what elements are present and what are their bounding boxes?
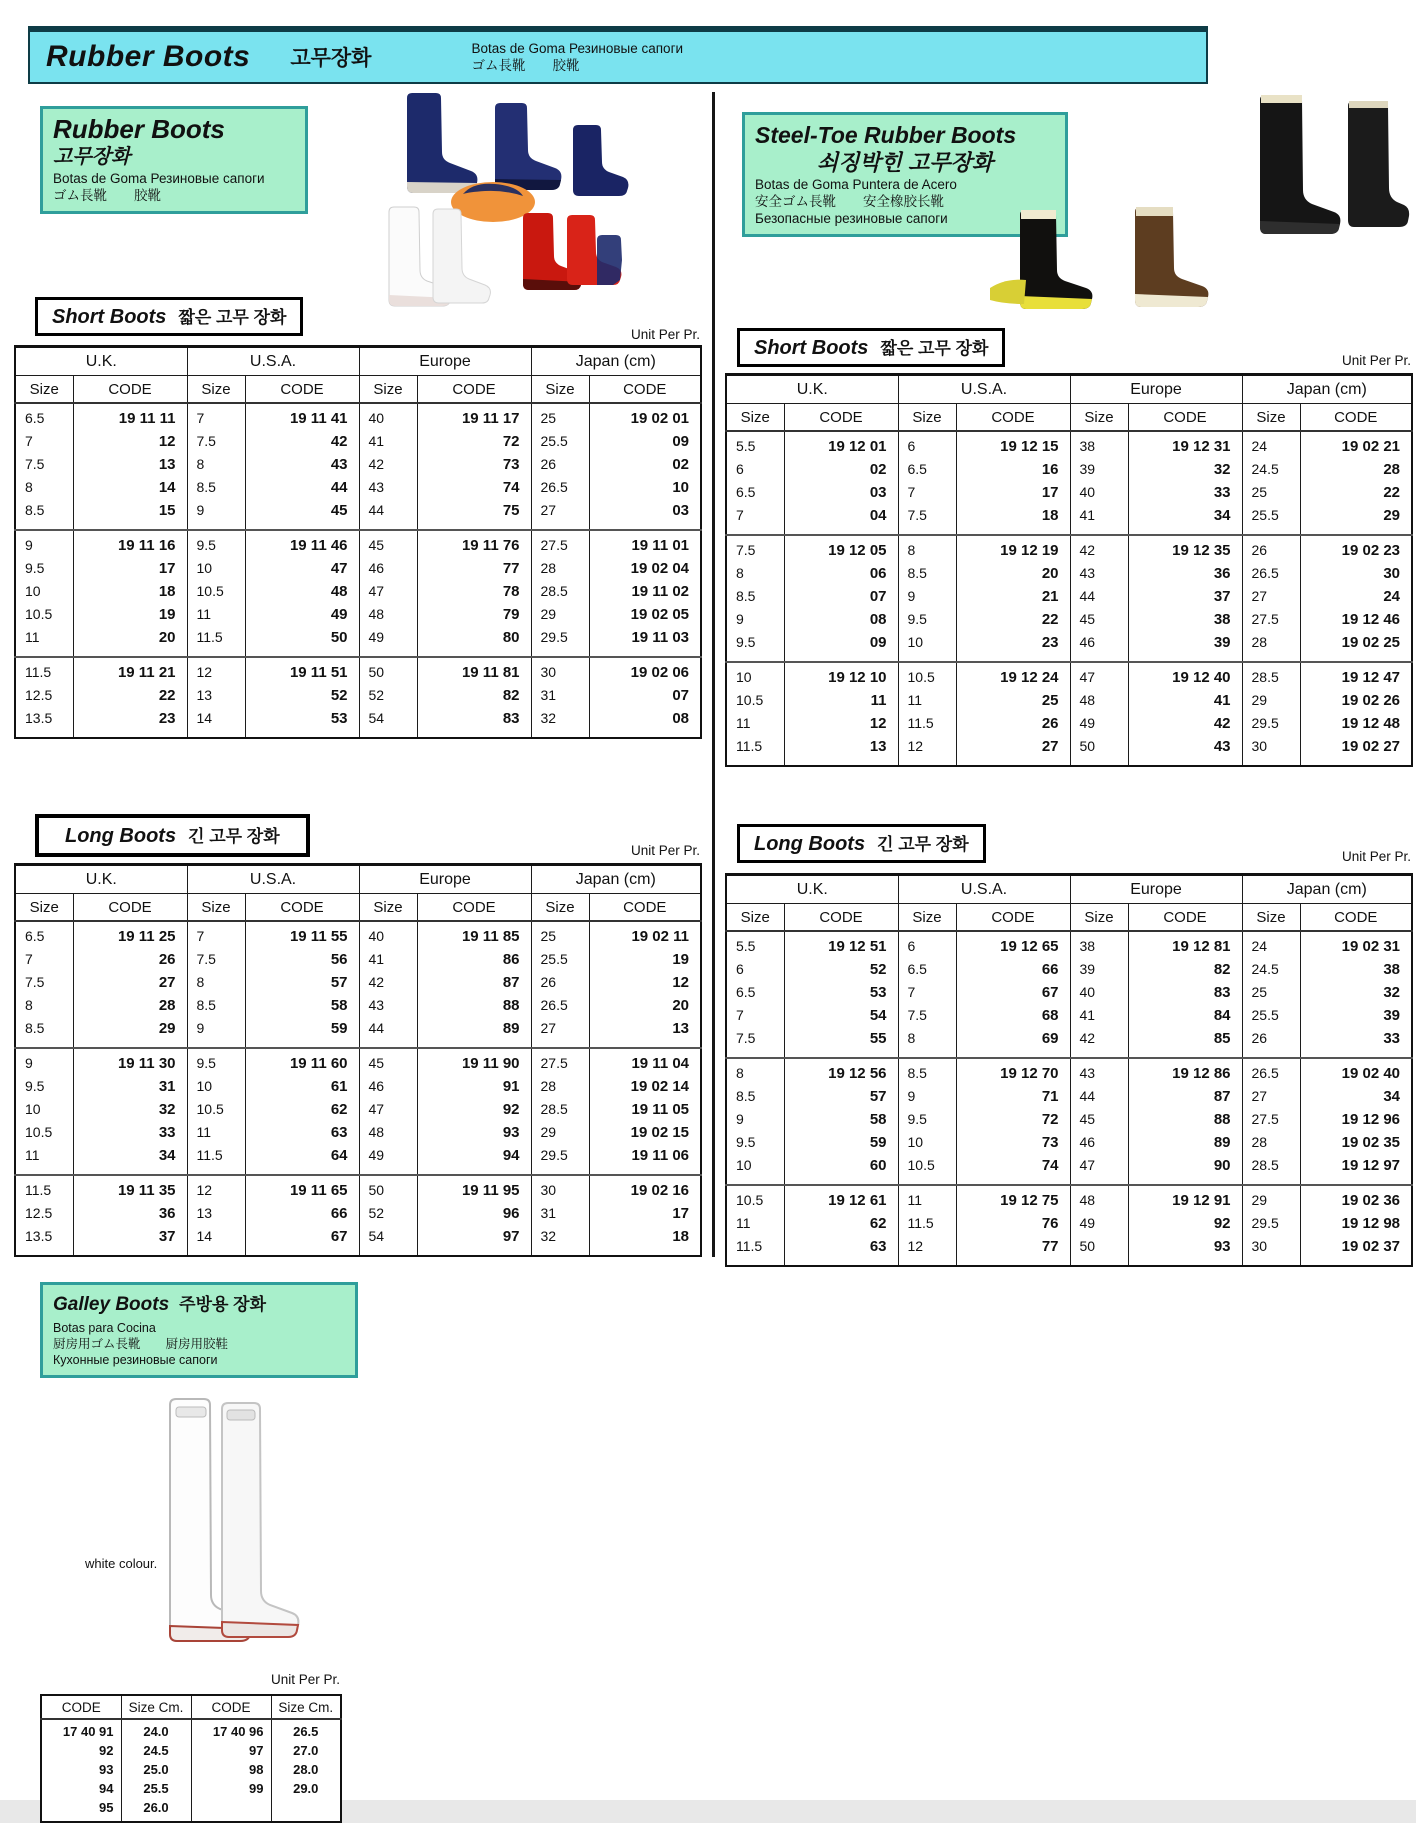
long-boots-left-grid	[14, 863, 702, 1257]
column-header: CODE	[1300, 904, 1412, 932]
region-header: Japan (cm)	[531, 347, 701, 376]
column-header: Size	[1070, 904, 1128, 932]
long-boots-right-table	[725, 873, 1413, 1267]
column-header: CODE	[784, 904, 898, 932]
column-header: CODE	[191, 1695, 271, 1719]
page-title-translations	[471, 40, 683, 74]
code-cell: 19 12 61 62 63	[784, 1185, 898, 1266]
code-cell: 19 12 51 52 53 54 55	[784, 931, 898, 1058]
code-cell: 19 11 11 12 13 14 15	[73, 403, 187, 530]
code-cell: 17 40 91 92 93 94 95	[41, 1719, 121, 1822]
short-boots-left-grid	[14, 345, 702, 739]
size-cell: 5.5 6 6.5 7	[726, 431, 784, 535]
size-cell: 7 7.5 8 8.5 9	[187, 921, 245, 1048]
size-cell: 24 24.5 25 25.5 26	[1242, 931, 1300, 1058]
size-cell: 50 52 54	[359, 657, 417, 738]
column-header: CODE	[784, 404, 898, 432]
section-title-korean: 긴 고무 장화	[877, 835, 969, 854]
size-cell: 47 48 49 50	[1070, 662, 1128, 766]
size-cell: 50 52 54	[359, 1175, 417, 1256]
size-cell: 5.5 6 6.5 7 7.5	[726, 931, 784, 1058]
galley-data-row	[41, 1719, 341, 1822]
code-cell: 19 12 65 66 67 68 69	[956, 931, 1070, 1058]
size-cell: 38 39 40 41 42	[1070, 931, 1128, 1058]
region-header: U.K.	[15, 865, 187, 894]
size-cell: 42 43 44 45 46	[1070, 535, 1128, 662]
size-cell: 28.5 29 29.5 30	[1242, 662, 1300, 766]
column-divider	[712, 92, 715, 1257]
intro-line: 厨房用ゴム長靴 厨房用胶鞋	[53, 1337, 229, 1351]
intro-title: Galley Boots	[53, 1294, 170, 1315]
size-cell: 6 6.5 7 7.5 8	[898, 931, 956, 1058]
code-cell: 19 11 01 19 02 04 19 11 02 19 02 05 19 11 03	[589, 530, 701, 657]
column-header: Size	[898, 404, 956, 432]
size-group-row	[15, 403, 701, 530]
code-cell: 19 11 04 19 02 14 19 11 05 19 02 15 19 11 06	[589, 1048, 701, 1175]
translation-line: ゴム長靴 胶靴	[471, 58, 580, 73]
code-cell: 19 12 19 20 21 22 23	[956, 535, 1070, 662]
intro-line: 安全ゴム長靴 安全橡胶长靴	[755, 194, 944, 209]
size-cell: 25 25.5 26 26.5 27	[531, 921, 589, 1048]
region-header: U.S.A.	[187, 865, 359, 894]
code-cell: 19 02 23 30 24 19 12 46 19 02 25	[1300, 535, 1412, 662]
column-header: Size Cm.	[121, 1695, 191, 1719]
size-cell: 45 46 47 48 49	[359, 530, 417, 657]
code-cell: 19 11 65 66 67	[245, 1175, 359, 1256]
size-group-row	[15, 921, 701, 1048]
size-cell: 6.5 7 7.5 8 8.5	[15, 921, 73, 1048]
long-boots-left-heading	[35, 814, 310, 857]
size-cell: 30 31 32	[531, 657, 589, 738]
code-cell: 19 11 17 72 73 74 75	[417, 403, 531, 530]
code-cell: 19 11 51 52 53	[245, 657, 359, 738]
code-cell: 19 12 01 02 03 04	[784, 431, 898, 535]
short-boots-left-table	[14, 345, 702, 739]
size-cell: 27.5 28 28.5 29 29.5	[531, 1048, 589, 1175]
size-cell: 9 9.5 10 10.5 11	[15, 530, 73, 657]
section-title: Long Boots	[754, 833, 866, 855]
size-cell: 40 41 42 43 44	[359, 403, 417, 530]
size-cell: 26.5 27 27.5 28 28.5	[1242, 1058, 1300, 1185]
code-cell: 19 02 31 38 32 39 33	[1300, 931, 1412, 1058]
size-cell: 8 8.5 9 9.5 10	[898, 535, 956, 662]
size-group-row	[726, 1058, 1412, 1185]
column-header: CODE	[956, 404, 1070, 432]
galley-boots-grid	[40, 1694, 342, 1823]
code-cell: 19 12 86 87 88 89 90	[1128, 1058, 1242, 1185]
code-cell: 19 11 90 91 92 93 94	[417, 1048, 531, 1175]
code-cell: 19 12 31 32 33 34	[1128, 431, 1242, 535]
size-cell: 11.5 12.5 13.5	[15, 1175, 73, 1256]
size-cell: 30 31 32	[531, 1175, 589, 1256]
region-header: Europe	[359, 347, 531, 376]
section-title-korean: 짧은 고무 장화	[880, 339, 989, 358]
intro-title: Rubber Boots	[53, 114, 225, 144]
code-cell: 19 11 25 26 27 28 29	[73, 921, 187, 1048]
size-cell: 27.5 28 28.5 29 29.5	[531, 530, 589, 657]
region-header: Japan (cm)	[1242, 375, 1412, 404]
size-cell: 7.5 8 8.5 9 9.5	[726, 535, 784, 662]
code-cell: 19 11 21 22 23	[73, 657, 187, 738]
region-header: Japan (cm)	[531, 865, 701, 894]
section-title: Long Boots	[65, 825, 177, 847]
code-cell: 19 11 16 17 18 19 20	[73, 530, 187, 657]
column-header: CODE	[41, 1695, 121, 1719]
code-cell: 19 11 55 56 57 58 59	[245, 921, 359, 1048]
code-cell: 19 02 16 17 18	[589, 1175, 701, 1256]
code-cell: 19 11 35 36 37	[73, 1175, 187, 1256]
intro-line: ゴム長靴 胶靴	[53, 188, 161, 203]
size-cell: 6 6.5 7 7.5	[898, 431, 956, 535]
region-header: Japan (cm)	[1242, 875, 1412, 904]
size-cell: 10 10.5 11 11.5	[726, 662, 784, 766]
code-cell: 19 12 24 25 26 27	[956, 662, 1070, 766]
code-cell: 19 02 01 09 02 10 03	[589, 403, 701, 530]
column-header: Size	[187, 894, 245, 922]
size-cell: 9.5 10 10.5 11 11.5	[187, 1048, 245, 1175]
unit-per-pair-label: Unit Per Pr.	[1341, 353, 1411, 368]
region-header: U.S.A.	[898, 375, 1070, 404]
page-header	[28, 26, 1208, 84]
column-header: CODE	[956, 904, 1070, 932]
intro-korean: 고무장화	[53, 146, 131, 168]
intro-line: Кухонные резиновые сапоги	[53, 1353, 218, 1367]
code-cell: 19 02 40 34 19 12 96 19 02 35 19 12 97	[1300, 1058, 1412, 1185]
size-group-row	[726, 662, 1412, 766]
size-cell: 12 13 14	[187, 657, 245, 738]
steel-toe-boots-photo	[930, 90, 1410, 338]
size-cell: 40 41 42 43 44	[359, 921, 417, 1048]
region-header: Europe	[359, 865, 531, 894]
column-header: Size	[15, 376, 73, 404]
intro-line: Безопасные резиновые сапоги	[755, 211, 948, 226]
short-boots-right-grid	[725, 373, 1413, 767]
column-header: Size Cm.	[271, 1695, 341, 1719]
size-cell: 38 39 40 41	[1070, 431, 1128, 535]
size-cell: 8 8.5 9 9.5 10	[726, 1058, 784, 1185]
code-cell: 19 12 10 11 12 13	[784, 662, 898, 766]
column-header: CODE	[417, 894, 531, 922]
column-header: Size	[898, 904, 956, 932]
short-boots-left-heading	[35, 297, 303, 336]
unit-per-pair-label: Unit Per Pr.	[630, 327, 700, 342]
column-header: CODE	[73, 894, 187, 922]
column-header: Size	[187, 376, 245, 404]
column-header: Size	[15, 894, 73, 922]
section-title-korean: 긴 고무 장화	[188, 827, 280, 846]
column-header: CODE	[589, 894, 701, 922]
region-header: Europe	[1070, 875, 1242, 904]
code-cell: 19 11 41 42 43 44 45	[245, 403, 359, 530]
page-title-korean: 고무장화	[290, 47, 372, 70]
code-cell: 19 12 56 57 58 59 60	[784, 1058, 898, 1185]
code-cell: 19 11 76 77 78 79 80	[417, 530, 531, 657]
intro-korean: 주방용 장화	[179, 1295, 266, 1314]
size-cell: 8.5 9 9.5 10 10.5	[898, 1058, 956, 1185]
short-boots-right-table	[725, 373, 1413, 767]
size-group-row	[15, 1048, 701, 1175]
size-cell: 11 11.5 12	[898, 1185, 956, 1266]
size-group-row	[726, 535, 1412, 662]
code-cell: 19 12 05 06 07 08 09	[784, 535, 898, 662]
column-header: Size	[1242, 404, 1300, 432]
column-header: CODE	[245, 894, 359, 922]
code-cell: 19 11 60 61 62 63 64	[245, 1048, 359, 1175]
code-cell: 17 40 96 97 98 99	[191, 1719, 271, 1822]
column-header: CODE	[245, 376, 359, 404]
galley-boots-intro-box	[40, 1282, 358, 1378]
code-cell: 19 12 15 16 17 18	[956, 431, 1070, 535]
short-boots-right-heading	[737, 328, 1005, 367]
region-header: U.S.A.	[898, 875, 1070, 904]
size-cell: 12 13 14	[187, 1175, 245, 1256]
size-cell: 6.5 7 7.5 8 8.5	[15, 403, 73, 530]
size-cell: 24.0 24.5 25.0 25.5 26.0	[121, 1719, 191, 1822]
intro-line: Botas de Goma Puntera de Acero	[755, 177, 957, 192]
code-cell: 19 12 81 82 83 84 85	[1128, 931, 1242, 1058]
long-boots-left-table	[14, 863, 702, 1257]
code-cell: 19 02 11 19 12 20 13	[589, 921, 701, 1048]
size-cell: 11.5 12.5 13.5	[15, 657, 73, 738]
code-cell: 19 02 36 19 12 98 19 02 37	[1300, 1185, 1412, 1266]
code-cell: 19 12 91 92 93	[1128, 1185, 1242, 1266]
region-header: Europe	[1070, 375, 1242, 404]
size-cell: 26.5 27.0 28.0 29.0	[271, 1719, 341, 1822]
code-cell: 19 11 95 96 97	[417, 1175, 531, 1256]
code-cell: 19 12 75 76 77	[956, 1185, 1070, 1266]
size-cell: 7 7.5 8 8.5 9	[187, 403, 245, 530]
unit-per-pair-label: Unit Per Pr.	[1341, 849, 1411, 864]
code-cell: 19 11 81 82 83	[417, 657, 531, 738]
region-header: U.K.	[726, 875, 898, 904]
column-header: Size	[531, 894, 589, 922]
galley-boots-table	[40, 1694, 342, 1823]
column-header: CODE	[1128, 904, 1242, 932]
size-group-row	[15, 1175, 701, 1256]
column-header: Size	[531, 376, 589, 404]
size-cell: 45 46 47 48 49	[359, 1048, 417, 1175]
size-cell: 43 44 45 46 47	[1070, 1058, 1128, 1185]
column-header: CODE	[589, 376, 701, 404]
section-title: Short Boots	[754, 337, 869, 359]
long-boots-right-grid	[725, 873, 1413, 1267]
size-group-row	[15, 657, 701, 738]
column-header: Size	[726, 404, 784, 432]
size-group-row	[726, 431, 1412, 535]
region-header: U.K.	[15, 347, 187, 376]
intro-line: Botas de Goma Резиновые сапоги	[53, 171, 265, 186]
intro-korean: 쇠징박힌 고무장화	[816, 150, 994, 175]
region-header: U.S.A.	[187, 347, 359, 376]
column-header: CODE	[1128, 404, 1242, 432]
section-title-korean: 짧은 고무 장화	[178, 308, 287, 327]
size-cell: 26 26.5 27 27.5 28	[1242, 535, 1300, 662]
unit-per-pair-label: Unit Per Pr.	[630, 843, 700, 858]
white-colour-note: white colour.	[85, 1556, 158, 1571]
translation-line: Botas de Goma Резиновые сапоги	[471, 41, 684, 56]
size-cell: 24 24.5 25 25.5	[1242, 431, 1300, 535]
size-group-row	[726, 1185, 1412, 1266]
column-header: Size	[359, 894, 417, 922]
column-header: Size	[726, 904, 784, 932]
size-group-row	[726, 931, 1412, 1058]
page-title: Rubber Boots	[46, 40, 251, 73]
long-boots-right-heading	[737, 824, 986, 863]
code-cell: 19 11 30 31 32 33 34	[73, 1048, 187, 1175]
size-cell: 10.5 11 11.5 12	[898, 662, 956, 766]
intro-line: Botas para Cocina	[53, 1321, 156, 1335]
code-cell: 19 11 85 86 87 88 89	[417, 921, 531, 1048]
code-cell: 19 12 35 36 37 38 39	[1128, 535, 1242, 662]
size-cell: 9.5 10 10.5 11 11.5	[187, 530, 245, 657]
column-header: Size	[1070, 404, 1128, 432]
size-cell: 48 49 50	[1070, 1185, 1128, 1266]
column-header: CODE	[417, 376, 531, 404]
code-cell: 19 12 40 41 42 43	[1128, 662, 1242, 766]
code-cell: 19 02 21 28 22 29	[1300, 431, 1412, 535]
intro-title: Steel-Toe Rubber Boots	[755, 122, 1017, 148]
code-cell: 19 12 47 19 02 26 19 12 48 19 02 27	[1300, 662, 1412, 766]
size-group-row	[15, 530, 701, 657]
section-title: Short Boots	[52, 306, 167, 328]
unit-per-pair-label: Unit Per Pr.	[270, 1672, 340, 1687]
size-cell: 9 9.5 10 10.5 11	[15, 1048, 73, 1175]
column-header: CODE	[73, 376, 187, 404]
size-cell: 29 29.5 30	[1242, 1185, 1300, 1266]
galley-boots-photo	[110, 1395, 340, 1660]
code-cell: 19 02 06 07 08	[589, 657, 701, 738]
column-header: Size	[1242, 904, 1300, 932]
size-cell: 10.5 11 11.5	[726, 1185, 784, 1266]
column-header: Size	[359, 376, 417, 404]
rubber-boots-photo	[345, 90, 645, 312]
size-cell: 25 25.5 26 26.5 27	[531, 403, 589, 530]
region-header: U.K.	[726, 375, 898, 404]
code-cell: 19 11 46 47 48 49 50	[245, 530, 359, 657]
rubber-boots-intro-box	[40, 106, 308, 214]
code-cell: 19 12 70 71 72 73 74	[956, 1058, 1070, 1185]
column-header: CODE	[1300, 404, 1412, 432]
